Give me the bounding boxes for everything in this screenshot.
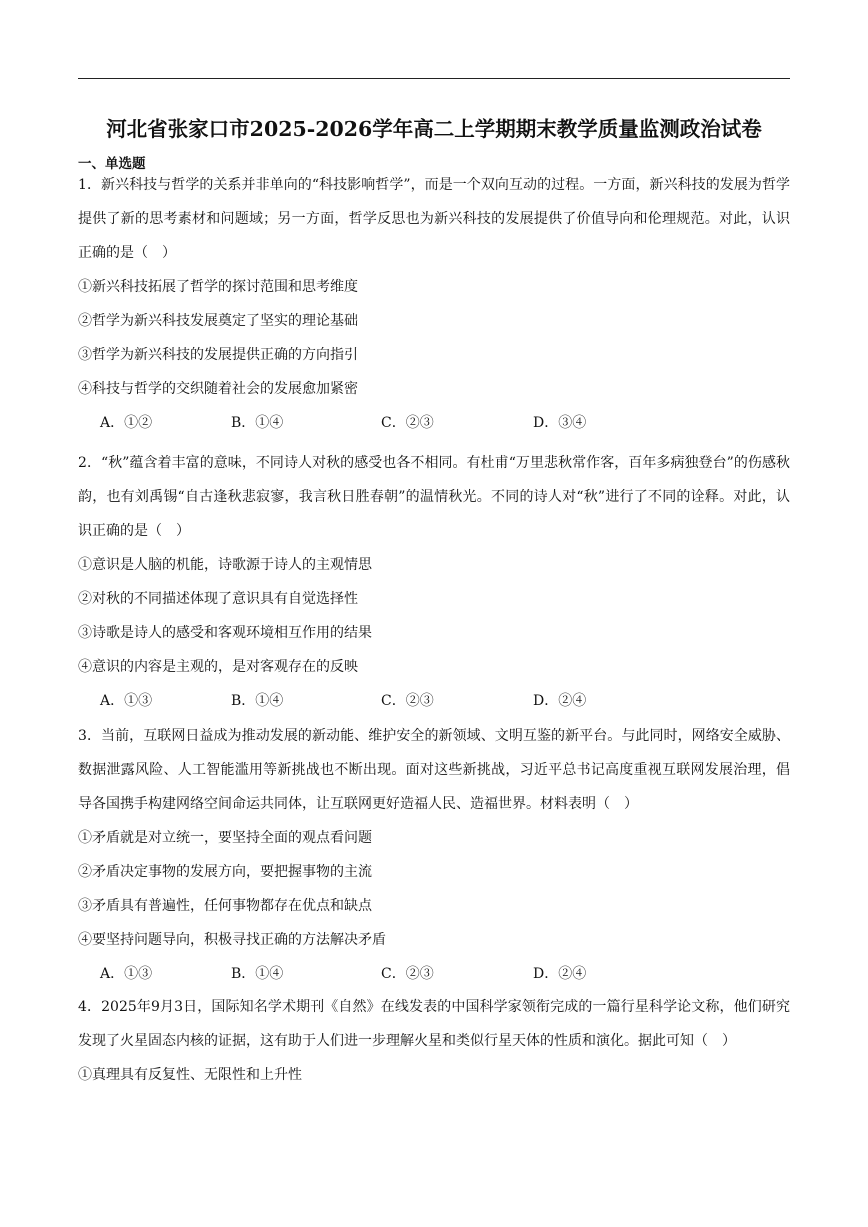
statement-option: ④意识的内容是主观的，是对客观存在的反映 xyxy=(78,659,358,675)
answer-choices xyxy=(78,957,790,991)
answer-choices xyxy=(78,684,790,718)
question-3 xyxy=(78,719,790,991)
choice-c[interactable]: C．②③ xyxy=(381,415,434,431)
statement-option: ③哲学为新兴科技的发展提供正确的方向指引 xyxy=(78,347,358,363)
answer-choices xyxy=(78,406,790,440)
statement-option: ③诗歌是诗人的感受和客观环境相互作用的结果 xyxy=(78,625,372,641)
question-stem: 1．新兴科技与哲学的关系并非单向的“科技影响哲学”，而是一个双向互动的过程。一方面，新兴科技的发展为哲学提供了新的思考素材和问题域；另一方面，哲学反思也为新兴科技的发展提供了价值导向和伦理规范。对此，认识正确的是（ ） xyxy=(78,177,790,261)
question-stem: 2．“秋”蕴含着丰富的意味，不同诗人对秋的感受也各不相同。有杜甫“万里悲秋常作客，百年多病独登台”的伤感秋韵，也有刘禹锡“自古逢秋悲寂寥，我言秋日胜春朝”的温情秋光。不同的诗人对“秋”进行了不同的诠释。对此，认识正确的是（ ） xyxy=(78,455,790,539)
question-2 xyxy=(78,446,790,718)
choice-c[interactable]: C．②③ xyxy=(381,966,434,982)
choice-a[interactable]: A．①③ xyxy=(100,693,153,709)
choice-d[interactable]: D．②④ xyxy=(533,966,587,982)
section-heading: 一、单选题 xyxy=(78,156,146,172)
choice-b[interactable]: B．①④ xyxy=(231,693,284,709)
statement-option: ①新兴科技拓展了哲学的探讨范围和思考维度 xyxy=(78,279,358,295)
statement-option: ①矛盾就是对立统一，要坚持全面的观点看问题 xyxy=(78,830,372,846)
header-rule xyxy=(78,78,790,79)
choice-c[interactable]: C．②③ xyxy=(381,693,434,709)
question-stem: 3．当前，互联网日益成为推动发展的新动能、维护安全的新领域、文明互鉴的新平台。与此同时，网络安全威胁、数据泄露风险、人工智能滥用等新挑战也不断出现。面对这些新挑战，习近平总书记高度重视互联网发展治理，倡导各国携手构建网络空间命运共同体，让互联网更好造福人民、造福世界。材料表明（ ） xyxy=(78,728,790,812)
statement-option: ②哲学为新兴科技发展奠定了坚实的理论基础 xyxy=(78,313,358,329)
choice-b[interactable]: B．①④ xyxy=(231,415,284,431)
choice-a[interactable]: A．①③ xyxy=(100,966,153,982)
statement-option: ③矛盾具有普遍性，任何事物都存在优点和缺点 xyxy=(78,898,372,914)
page-title: 河北省张家口市2025-2026学年高二上学期期末教学质量监测政治试卷 xyxy=(106,117,762,141)
question-1 xyxy=(78,168,790,440)
statement-option: ①真理具有反复性、无限性和上升性 xyxy=(78,1067,302,1083)
choice-b[interactable]: B．①④ xyxy=(231,966,284,982)
statement-option: ②对秋的不同描述体现了意识具有自觉选择性 xyxy=(78,591,358,607)
statement-option: ②矛盾决定事物的发展方向，要把握事物的主流 xyxy=(78,864,372,880)
statement-option: ④科技与哲学的交织随着社会的发展愈加紧密 xyxy=(78,381,358,397)
statement-option: ①意识是人脑的机能，诗歌源于诗人的主观情思 xyxy=(78,557,372,573)
choice-d[interactable]: D．②④ xyxy=(533,693,587,709)
choice-d[interactable]: D．③④ xyxy=(533,415,587,431)
statement-option: ④要坚持问题导向，积极寻找正确的方法解决矛盾 xyxy=(78,932,386,948)
choice-a[interactable]: A．①② xyxy=(100,415,153,431)
question-stem: 4．2025年9月3日，国际知名学术期刊《自然》在线发表的中国科学家领衔完成的一篇行星科学论文称，他们研究发现了火星固态内核的证据，这有助于人们进一步理解火星和类似行星天体的性质和演化。据此可知（ ） xyxy=(78,999,790,1049)
question-4 xyxy=(78,990,790,1092)
